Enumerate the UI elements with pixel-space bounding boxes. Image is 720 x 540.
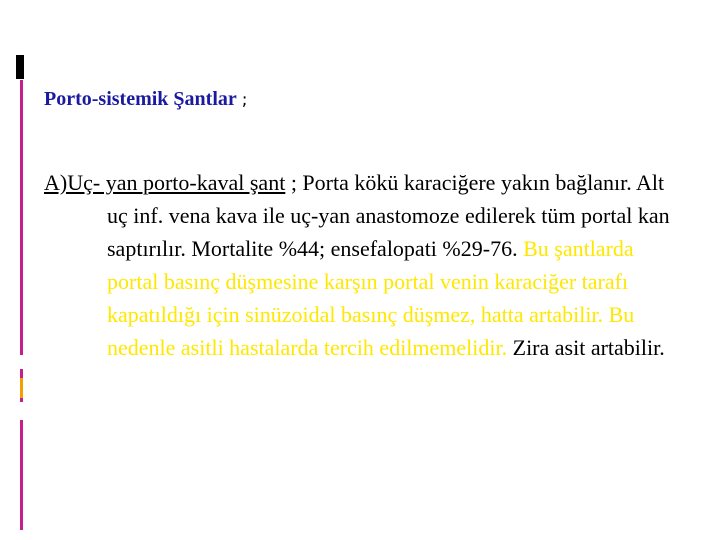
slide-title-suffix: ; [241, 90, 248, 110]
paragraph-label: A)Uç- yan porto-kaval şant [44, 170, 286, 195]
paragraph-text: ; Porta kökü karaciğere yakın bağlanır. Alt uç inf. vena kava ile uç-yan anastomoze edilerek tüm portal kan saptırılır. Mortalite %44; ensefalopati %29-76. [107, 170, 670, 261]
slide-title-text: Porto-sistemik Şantlar [44, 88, 237, 110]
slide-accent-block [16, 55, 24, 79]
left-rule-accent [20, 378, 23, 398]
left-rule-gap [20, 355, 23, 369]
left-rule-gap [20, 402, 23, 420]
paragraph-highlight: Bu şantlarda portal basınç düşmesine karşın portal venin karaciğer tarafı kapatıldığı için sinüzoidal basınç düşmez, hatta artabilir. Bu nedenle asitli hastalarda tercih edilmemelidir. [107, 236, 635, 360]
slide-left-rule [20, 80, 23, 530]
paragraph-a [44, 166, 684, 364]
slide-body [44, 166, 684, 364]
paragraph-end: Zira asit artabilir. [507, 335, 665, 360]
slide-title [44, 86, 248, 113]
